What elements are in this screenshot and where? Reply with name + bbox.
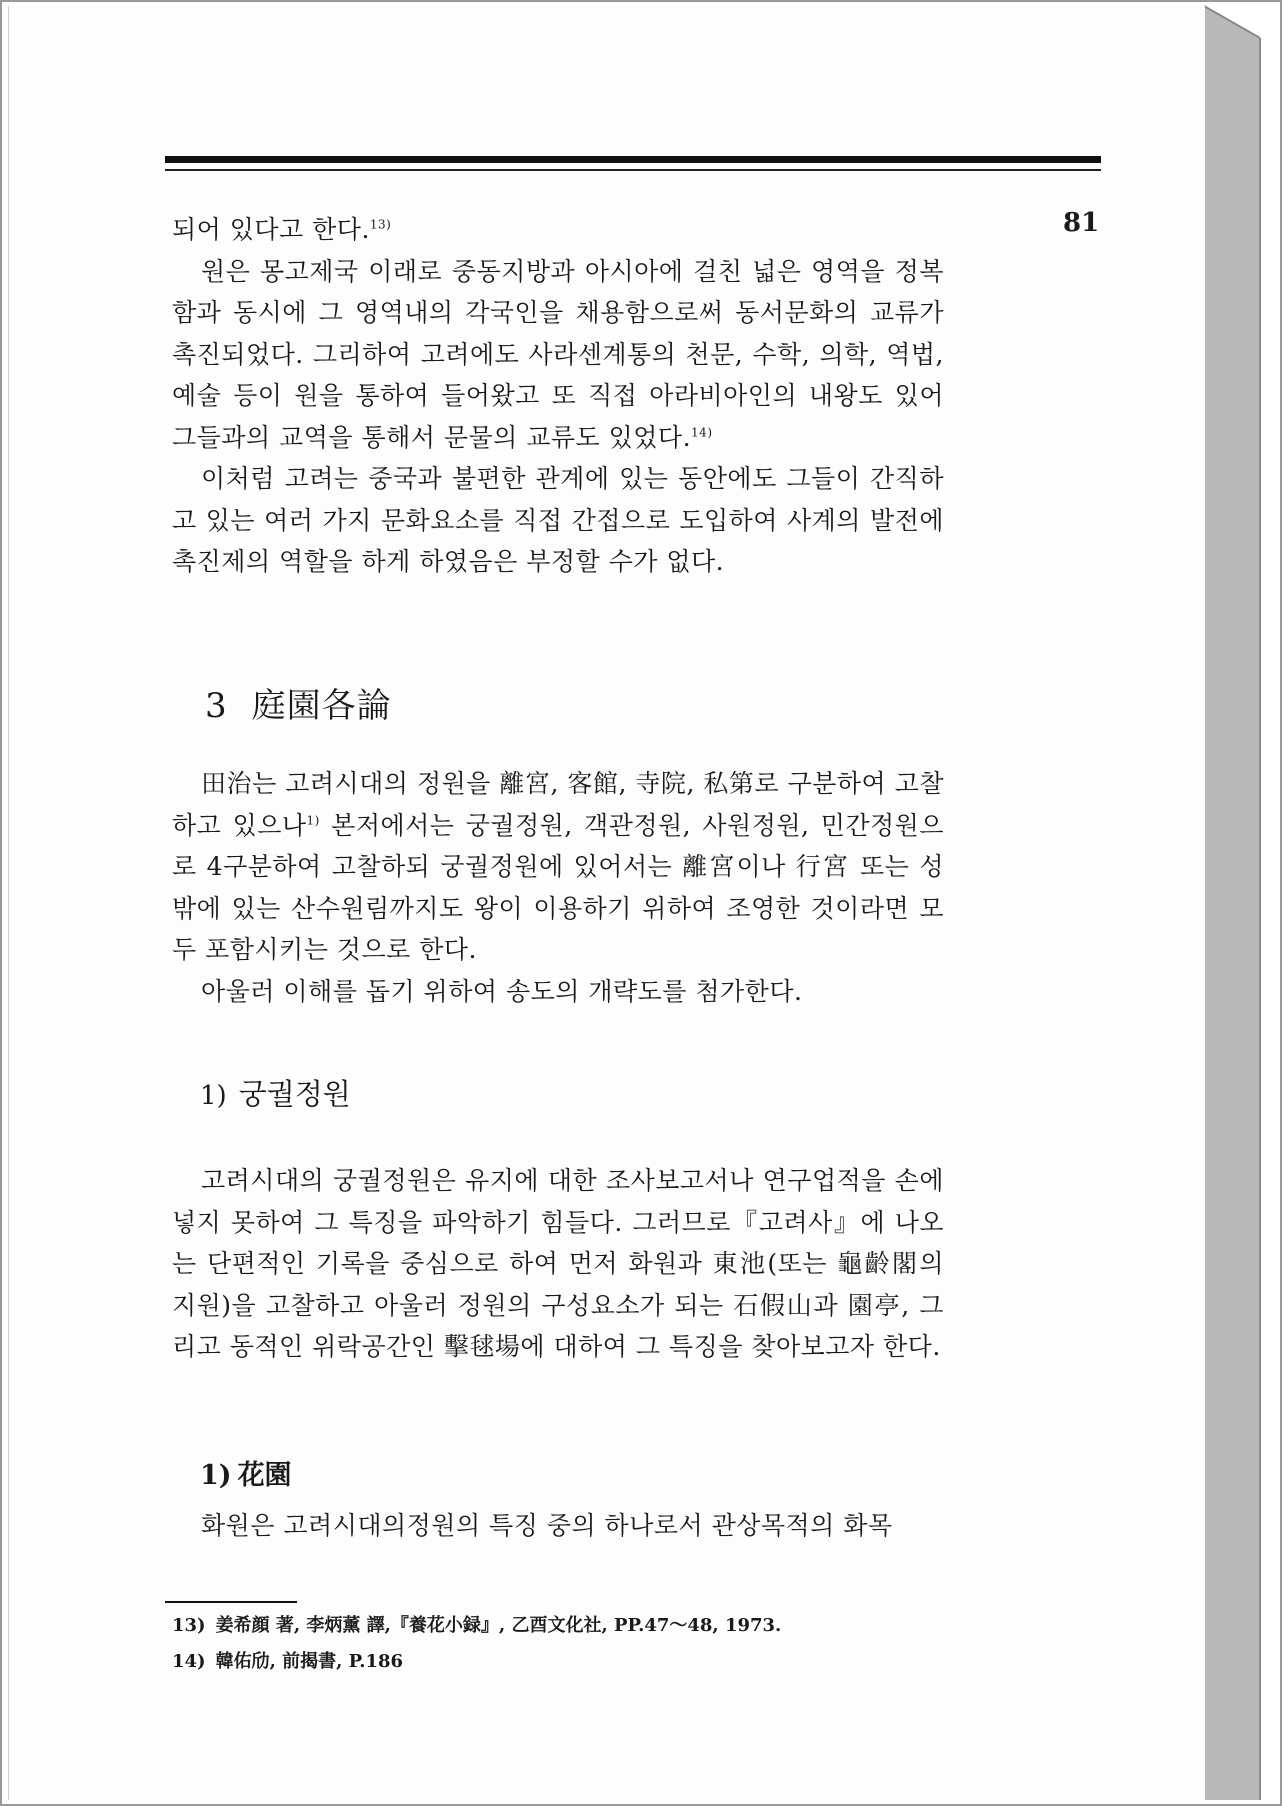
- subsubsection-heading: [200, 1453, 292, 1492]
- paragraph: 화원은 고려시대의정원의 특징 중의 하나로서 관상목적의 화목: [201, 1511, 893, 1540]
- footnote: 14) 韓佑劤, 前揭書, P.186: [172, 1651, 404, 1672]
- section-title: 庭園各論: [251, 686, 392, 726]
- subsection-text: [172, 1160, 944, 1368]
- header-rule-thin: [165, 169, 1101, 171]
- page-number: 81: [1063, 208, 1100, 238]
- paragraph: 원은 몽고제국 이래로 중동지방과 아시아에 걸친 넓은 영역을 정복함과 동시에 그 영역내의 각국인을 채용함으로써 동서문화의 교류가 촉진되었다. 그리하여 고려에도 사라센계통의 천문, 수학, 의학, 역법, 예술 등이 원을 통하여 들어왔고 또 직접 아라비아인의 내왕도 있어 그들과의 교역을 통해서 문물의 교류도 있었다.$^{14)}$: [172, 256, 944, 452]
- footnote-rule: [165, 1601, 297, 1603]
- header-rule: [165, 156, 1101, 163]
- subsubsection-title: 花園: [237, 1460, 292, 1491]
- paragraph: 아울러 이해를 돕기 위하여 송도의 개략도를 첨가한다.: [201, 976, 803, 1006]
- footnote-ref: 13): [369, 217, 392, 232]
- footnotes: [172, 1608, 972, 1680]
- footnote-ref: 1): [306, 813, 320, 828]
- subsection-number: 1): [200, 1081, 227, 1111]
- paragraph: 田治는 고려시대의 정원을 離宮, 客館, 寺院, 私第로 구분하여 고찰하고 있으나$^{1)}$ 본저에서는 궁궐정원, 객관정원, 사원정원, 민간정원으로 4구분하여 고찰하되 궁궐정원에 있어서는 離宮이나 行宮 또는 성 밖에 있는 산수원림까지도 왕이 이용하기 위하여 조영한 것이라면 모두 포함시키는 것으로 한다.: [172, 769, 944, 964]
- paragraph: 고려시대의 궁궐정원은 유지에 대한 조사보고서나 연구업적을 손에 넣지 못하여 그 특징을 파악하기 힘들다. 그러므로『고려사』에 나오는 단편적인 기록을 중심으로 하여 먼저 화원과 東池(또는 龜齡閣의 지원)을 고찰하고 아울러 정원의 구성요소가 되는 石假山과 園亭, 그리고 동적인 위락공간인 擊毬場에 대하여 그 특징을 찾아보고자 한다.: [172, 1166, 944, 1361]
- subsubsection-number: 1): [200, 1460, 232, 1491]
- footnote: 13) 姜希顔 著, 李炳薰 譯,『養花小録』, 乙酉文化社, PP.47～48, 1973.: [172, 1615, 782, 1636]
- section-heading: [205, 678, 392, 727]
- section-text: [172, 763, 944, 1012]
- subsection-title: 궁궐정원: [238, 1077, 351, 1111]
- subsubsection-text: [172, 1505, 944, 1547]
- intro-text: [172, 209, 944, 583]
- paragraph: 되어 있다고 한다.$^{13)}$: [172, 215, 392, 244]
- paragraph: 이처럼 고려는 중국과 불편한 관계에 있는 동안에도 그들이 간직하고 있는 여러 가지 문화요소를 직접 간접으로 도입하여 사계의 발전에 촉진제의 역할을 하게 하였음은 부정할 수가 없다.: [172, 464, 944, 576]
- section-number: 3: [205, 686, 228, 726]
- footnote-ref: 14): [691, 425, 713, 440]
- subsection-heading: [200, 1072, 351, 1113]
